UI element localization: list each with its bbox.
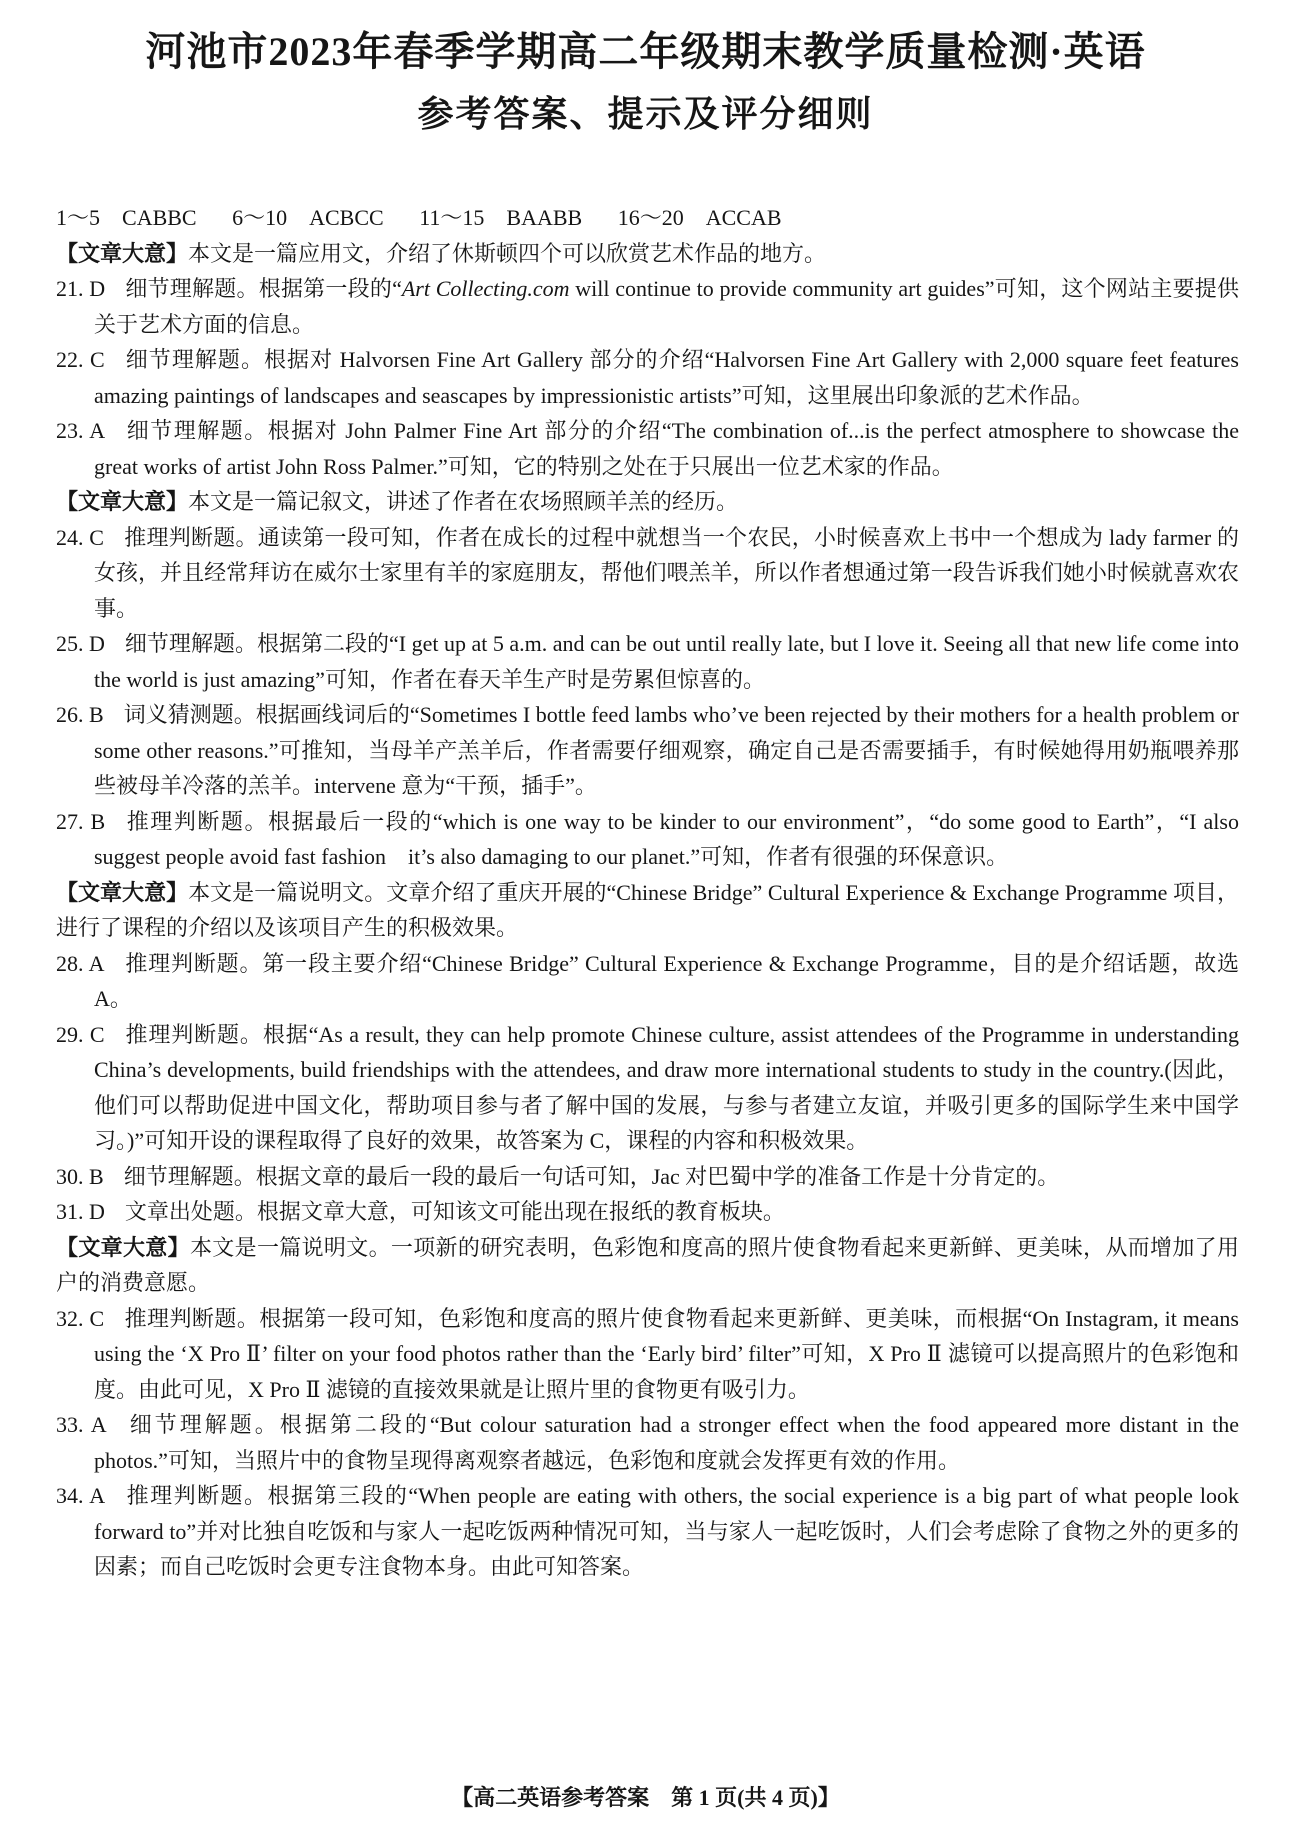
item-label: 29. C: [56, 1021, 105, 1047]
answer-item-29: [56, 1017, 1239, 1159]
item-text: 推理判断题。根据“As a result, they can help promote Chinese culture, assist attendees of the Programme in understanding China’s developments, build friendships with the attendees, and draw more international students to study in the country.(因此，他们可以帮助促进中国文化，帮助项目参与者了解中国的发展，与参与者建立友谊，并吸引更多的国际学生来中国学习。)”可知开设的课程取得了良好的效果，故答案为 C，课程的内容和积极效果。: [94, 1021, 1239, 1153]
item-label: 33. A: [56, 1412, 107, 1437]
passage-summary: [56, 236, 1239, 272]
answer-range: 16～20: [617, 205, 684, 230]
item-text: 推理判断题。根据第三段的“When people are eating with others, the social experience is a big part of what people look forward to”并对比独自吃饭和与家人一起吃饭两种情况可知，当与家人一起吃饭时，人们会考虑除了食物之外的更多的因素；而自己吃饭时会更专注食物本身。由此可知答案。: [94, 1483, 1239, 1579]
summary-text: 本文是一篇记叙文，讲述了作者在农场照顾羊羔的经历。: [188, 489, 739, 514]
answer-group: [419, 200, 582, 236]
document-body: [56, 200, 1239, 1760]
answer-item-33: [56, 1407, 1239, 1478]
item-label: 34. A: [56, 1483, 106, 1508]
summary-text: 本文是一篇说明文。一项新的研究表明，色彩饱和度高的照片使食物看起来更新鲜、更美味，从而增加了用户的消费意愿。: [56, 1234, 1239, 1295]
answer-summary-line: [56, 200, 1239, 236]
answer-item-34: [56, 1478, 1239, 1585]
item-label: 26. B: [56, 702, 104, 727]
item-label: 24. C: [56, 524, 104, 550]
summary-text: 本文是一篇说明文。文章介绍了重庆开展的“Chinese Bridge” Cultural Experience & Exchange Programme 项目，进行了课程的介绍以及该项目产生的积极效果。: [56, 879, 1239, 940]
item-text: 细节理解题。根据对 John Palmer Fine Art 部分的介绍“The combination of...is the perfect atmosphere to showcase the great works of artist John Ross Palmer.”可知，它的特别之处在于只展出一位艺术家的作品。: [94, 418, 1239, 479]
item-text: 推理判断题。第一段主要介绍“Chinese Bridge” Cultural Experience & Exchange Programme，目的是介绍话题，故选 A。: [94, 950, 1239, 1011]
answer-item-32: [56, 1301, 1239, 1408]
answer-item-23: [56, 413, 1239, 484]
page-footer: 【高二英语参考答案 第 1 页(共 4 页)】: [451, 1785, 840, 1810]
answer-group: [618, 200, 782, 236]
item-label: 30. B: [56, 1163, 104, 1189]
answer-keys: ACCAB: [705, 205, 782, 230]
summary-tag: 【文章大意】: [56, 879, 189, 905]
answer-group: [56, 200, 197, 236]
document-subtitle: 参考答案、提示及评分细则: [417, 94, 874, 134]
answer-group: [232, 200, 384, 236]
answer-item-22: [56, 342, 1239, 413]
answer-item-24: [56, 520, 1239, 627]
summary-tag: 【文章大意】: [56, 489, 189, 514]
passage-summary: [56, 484, 1239, 520]
answer-item-30: [56, 1159, 1239, 1195]
item-text: 词义猜测题。根据画线词后的“Sometimes I bottle feed lambs who’ve been rejected by their mothers for a health problem or some other reasons.”可推知，当母羊产羔羊后，作者需要仔细观察，确定自己是否需要插手，有时候她得用奶瓶喂养那些被母羊冷落的羔羊。intervene 意为“干预，插手”。: [94, 702, 1239, 798]
item-text-post: will continue to provide community art guides”可知，这个网站主要提供关于艺术方面的信息。: [94, 276, 1239, 337]
item-label: 23. A: [56, 418, 106, 443]
answer-item-21: [56, 271, 1239, 342]
item-label: 27. B: [56, 808, 106, 834]
item-label: 22. C: [56, 347, 105, 372]
answer-item-28: [56, 946, 1239, 1017]
item-text-italic: Art Collecting.com: [401, 276, 570, 301]
item-text: 细节理解题。根据第二段的“I get up at 5 a.m. and can be out until really late, but I love it. Seeing all that new life come into the world is just amazing”可知，作者在春天羊生产时是劳累但惊喜的。: [94, 631, 1239, 692]
answer-item-27: [56, 804, 1239, 875]
item-label: 32. C: [56, 1305, 105, 1331]
answer-keys: BAABB: [506, 205, 583, 230]
item-label: 21. D: [56, 276, 106, 301]
summary-tag: 【文章大意】: [56, 1234, 190, 1260]
item-text: 推理判断题。根据第一段可知，色彩饱和度高的照片使食物看起来更新鲜、更美味，而根据“On Instagram, it means using the ‘X Pro Ⅱ’ filter on your food photos rather than the ‘Early bird’ filter”可知，X Pro Ⅱ 滤镜可以提高照片的色彩饱和度。由此可见，X Pro Ⅱ 滤镜的直接效果就是让照片里的食物更有吸引力。: [94, 1305, 1239, 1402]
summary-text: 本文是一篇应用文，介绍了休斯顿四个可以欣赏艺术作品的地方。: [188, 240, 827, 266]
answer-range: 6～10: [232, 205, 288, 230]
answer-range: 11～15: [419, 205, 485, 230]
answer-keys: CABBC: [122, 205, 197, 230]
item-text: 细节理解题。根据对 Halvorsen Fine Art Gallery 部分的介绍“Halvorsen Fine Art Gallery with 2,000 square feet features amazing paintings of landscapes and seascapes by impressionistic artists”可知，这里展出印象派的艺术作品。: [94, 347, 1239, 408]
passage-summary: [56, 875, 1239, 946]
item-label: 25. D: [56, 631, 105, 656]
item-text: 细节理解题。根据文章的最后一段的最后一句话可知，Jac 对巴蜀中学的准备工作是十分肯定的。: [123, 1163, 1060, 1189]
item-text-pre: 细节理解题。根据第一段的“: [125, 276, 402, 301]
answer-range: 1～5: [56, 205, 101, 230]
answer-item-31: [56, 1194, 1239, 1230]
answer-item-25: [56, 626, 1239, 697]
passage-summary: [56, 1230, 1239, 1301]
item-text: 推理判断题。根据最后一段的“which is one way to be kinder to our environment”，“do some good to Earth”，“I also suggest people avoid fast fashion it’s also damaging to our planet.”可知，作者有很强的环保意识。: [94, 808, 1239, 869]
item-label: 31. D: [56, 1199, 105, 1224]
item-text: 文章出处题。根据文章大意，可知该文可能出现在报纸的教育板块。: [124, 1199, 785, 1224]
item-text: 推理判断题。通读第一段可知，作者在成长的过程中就想当一个农民，小时候喜欢上书中一个想成为 lady farmer 的女孩，并且经常拜访在威尔士家里有羊的家庭朋友，帮他们喂羔羊，所以作者想通过第一段告诉我们她小时候就喜欢农事。: [94, 524, 1239, 621]
item-label: 28. A: [56, 950, 105, 976]
summary-tag: 【文章大意】: [56, 240, 189, 266]
answer-item-26: [56, 697, 1239, 804]
item-text: 细节理解题。根据第二段的“But colour saturation had a stronger effect when the food appeared more distant in the photos.”可知，当照片中的食物呈现得离观察者越远，色彩饱和度就会发挥更有效的作用。: [94, 1412, 1239, 1473]
document-title: 河池市2023年春季学期高二年级期末教学质量检测·英语: [145, 29, 1146, 74]
answer-keys: ACBCC: [309, 205, 384, 230]
